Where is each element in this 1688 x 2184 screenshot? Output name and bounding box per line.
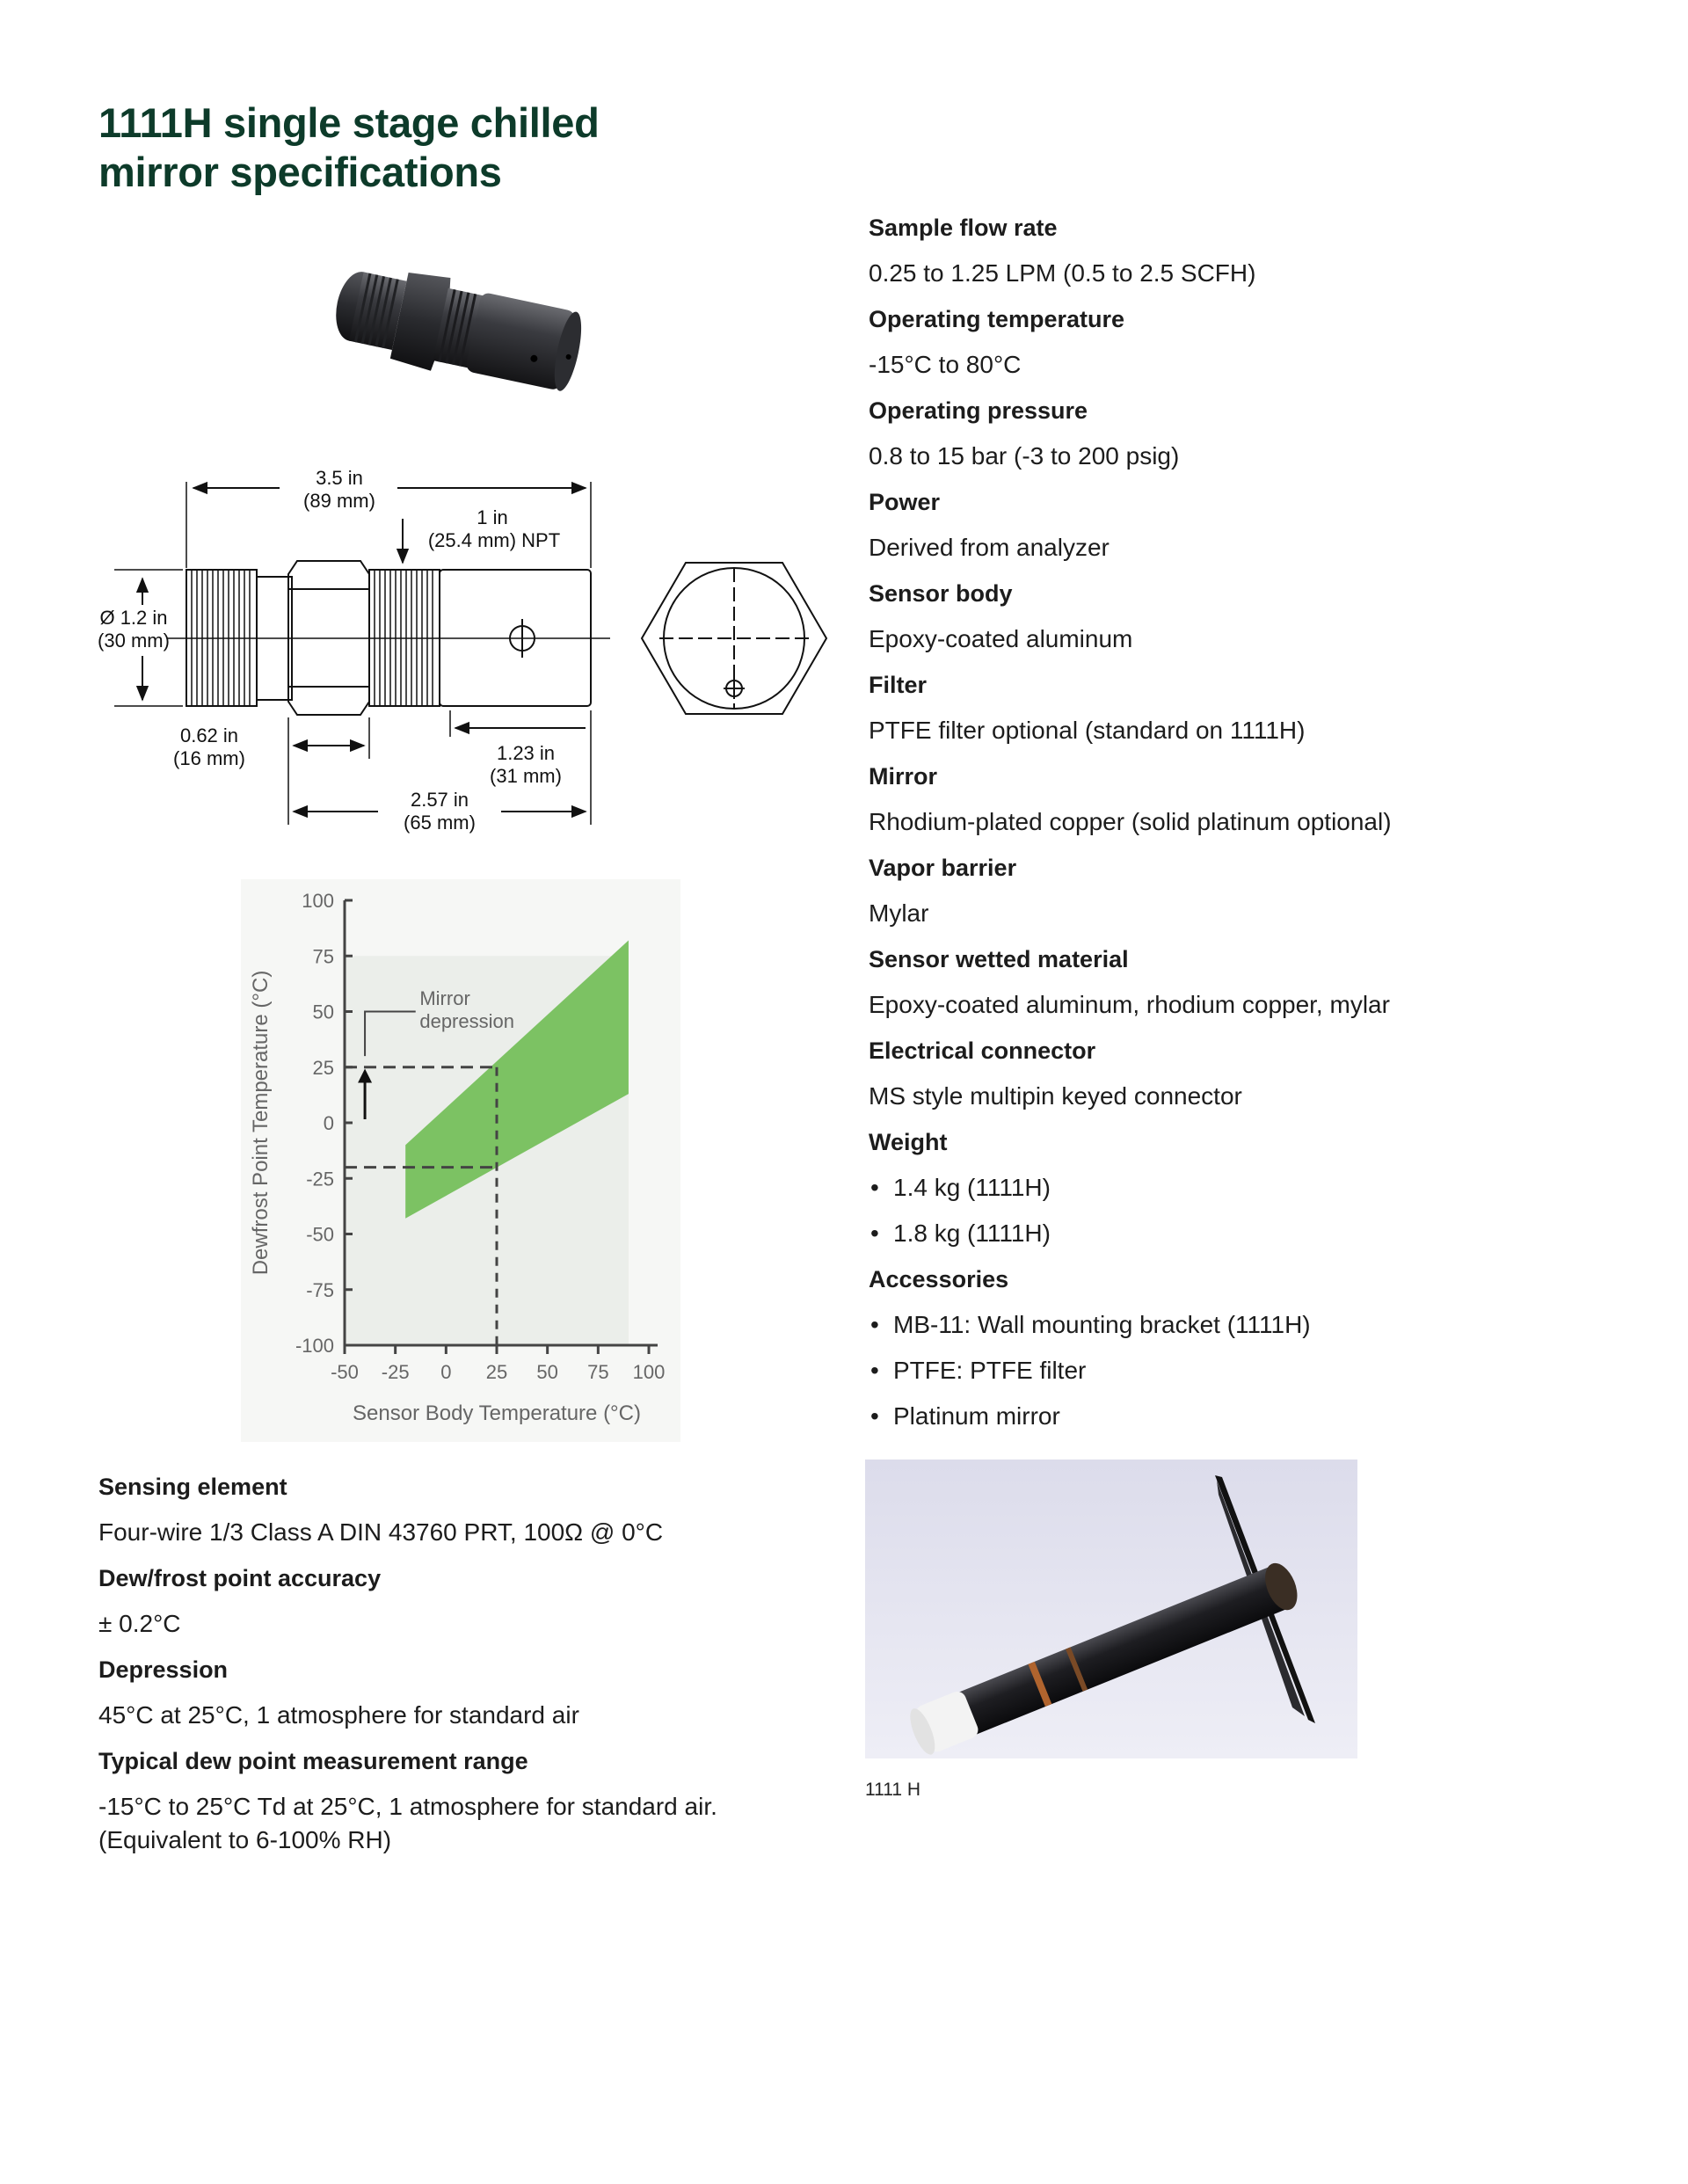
photo-caption: 1111 H	[865, 1780, 921, 1800]
spec-item	[869, 1028, 1642, 1119]
annotation-text: depression	[419, 1009, 514, 1032]
y-tick-label: 25	[312, 1056, 334, 1079]
spec-value: MS style multipin keyed connector	[869, 1082, 1242, 1110]
spec-value: 0.8 to 15 bar (-3 to 200 psig)	[869, 442, 1180, 470]
spec-label: Typical dew point measurement range	[98, 1748, 528, 1774]
spec-item	[869, 753, 1642, 845]
spec-label: Operating pressure	[869, 397, 1088, 424]
y-axis-label: Dewfrost Point Temperature (°C)	[249, 970, 273, 1276]
accessories-label: Accessories	[869, 1266, 1009, 1292]
spec-label: Electrical connector	[869, 1037, 1096, 1064]
spec-label: Sensing element	[98, 1474, 287, 1500]
weight-label: Weight	[869, 1129, 948, 1155]
annotation-text: Mirror	[419, 986, 470, 1009]
spec-item	[98, 1647, 784, 1738]
spec-label: Sample flow rate	[869, 215, 1058, 241]
y-tick-label: 0	[323, 1112, 334, 1134]
spec-value: Derived from analyzer	[869, 534, 1110, 561]
spec-label: Depression	[98, 1656, 229, 1683]
spec-value: Rhodium-plated copper (solid platinum optional)	[869, 808, 1392, 835]
spec-value: -15°C to 25°C Td at 25°C, 1 atmosphere for standard air. (Equivalent to 6-100% RH)	[98, 1793, 717, 1853]
sensor-photo	[316, 230, 607, 437]
accessory-item: • Platinum mirror	[869, 1394, 1642, 1439]
accessories-spec	[869, 1256, 1642, 1439]
spec-value: Four-wire 1/3 Class A DIN 43760 PRT, 100Ω @ 0°C	[98, 1518, 664, 1546]
chart-svg	[241, 879, 680, 1442]
x-tick-label: 75	[587, 1361, 609, 1383]
y-tick-label: -75	[306, 1278, 334, 1301]
spec-label: Operating temperature	[869, 306, 1125, 332]
dim-length-total-mm: (89 mm)	[303, 490, 375, 512]
x-tick-label: 0	[440, 1361, 452, 1383]
spec-value: 0.25 to 1.25 LPM (0.5 to 2.5 SCFH)	[869, 259, 1256, 287]
spec-item	[869, 296, 1642, 388]
spec-value: PTFE filter optional (standard on 1111H)	[869, 717, 1306, 744]
y-tick-label: 100	[302, 890, 334, 912]
spec-item	[869, 936, 1642, 1028]
weight-item: • 1.4 kg (1111H)	[869, 1165, 1642, 1211]
right-spec-column	[869, 205, 1642, 1439]
spec-value: Mylar	[869, 899, 929, 927]
spec-label: Power	[869, 489, 941, 515]
title-line-1: 1111H single stage chilled	[98, 99, 600, 146]
spec-item	[98, 1464, 784, 1555]
spec-item	[869, 479, 1642, 571]
spec-label: Filter	[869, 672, 928, 698]
accessory-item: • MB-11: Wall mounting bracket (1111H)	[869, 1302, 1642, 1348]
y-tick-label: 50	[312, 1001, 334, 1023]
y-tick-label: -25	[306, 1168, 334, 1190]
y-tick-label: -50	[306, 1223, 334, 1246]
spec-label: Sensor wetted material	[869, 946, 1129, 972]
dim-thread: 1 in	[477, 506, 508, 528]
x-tick-label: 25	[485, 1361, 508, 1383]
dim-length-total: 3.5 in	[316, 467, 363, 489]
spec-label: Mirror	[869, 763, 938, 790]
dim-body-length: 2.57 in	[410, 789, 469, 811]
title-line-2: mirror specifications	[98, 149, 502, 195]
dim-hex-length-mm: (16 mm)	[173, 747, 245, 769]
depression-chart	[241, 879, 680, 1446]
spec-value: 45°C at 25°C, 1 atmosphere for standard air	[98, 1701, 579, 1729]
spec-item	[98, 1738, 784, 1863]
page-title	[98, 98, 600, 197]
y-tick-label: 75	[312, 945, 334, 968]
accessory-item: • PTFE: PTFE filter	[869, 1348, 1642, 1394]
dim-diameter-mm: (30 mm)	[98, 630, 170, 652]
weight-spec	[869, 1119, 1642, 1256]
spec-value: Epoxy-coated aluminum	[869, 625, 1133, 652]
dim-hex-length: 0.62 in	[179, 724, 239, 746]
x-tick-label: -25	[381, 1361, 410, 1383]
spec-value: -15°C to 80°C	[869, 351, 1022, 378]
dim-tip-length-mm: (31 mm)	[490, 765, 562, 787]
spec-label: Sensor body	[869, 580, 1013, 607]
product-photo	[865, 1460, 1357, 1763]
spec-item	[869, 571, 1642, 662]
spec-item	[869, 388, 1642, 479]
dim-body-length-mm: (65 mm)	[404, 812, 476, 834]
spec-item	[98, 1555, 784, 1647]
spec-value: ± 0.2°C	[98, 1610, 181, 1637]
x-axis-label: Sensor Body Temperature (°C)	[353, 1401, 641, 1425]
spec-item	[869, 205, 1642, 296]
dim-thread-mm: (25.4 mm) NPT	[427, 529, 561, 551]
spec-label: Vapor barrier	[869, 855, 1017, 881]
y-tick-label: -100	[295, 1335, 334, 1357]
spec-value: Epoxy-coated aluminum, rhodium copper, mylar	[869, 991, 1390, 1018]
x-tick-label: 50	[536, 1361, 558, 1383]
dim-diameter: Ø 1.2 in	[99, 607, 168, 629]
spec-item	[869, 845, 1642, 936]
dimension-drawing	[79, 464, 853, 855]
x-tick-label: 100	[632, 1361, 666, 1383]
dim-tip-length: 1.23 in	[496, 742, 556, 764]
left-spec-column	[98, 1464, 784, 1863]
weight-item: • 1.8 kg (1111H)	[869, 1211, 1642, 1256]
spec-item	[869, 662, 1642, 753]
spec-label: Dew/frost point accuracy	[98, 1565, 382, 1591]
x-tick-label: -50	[331, 1361, 359, 1383]
